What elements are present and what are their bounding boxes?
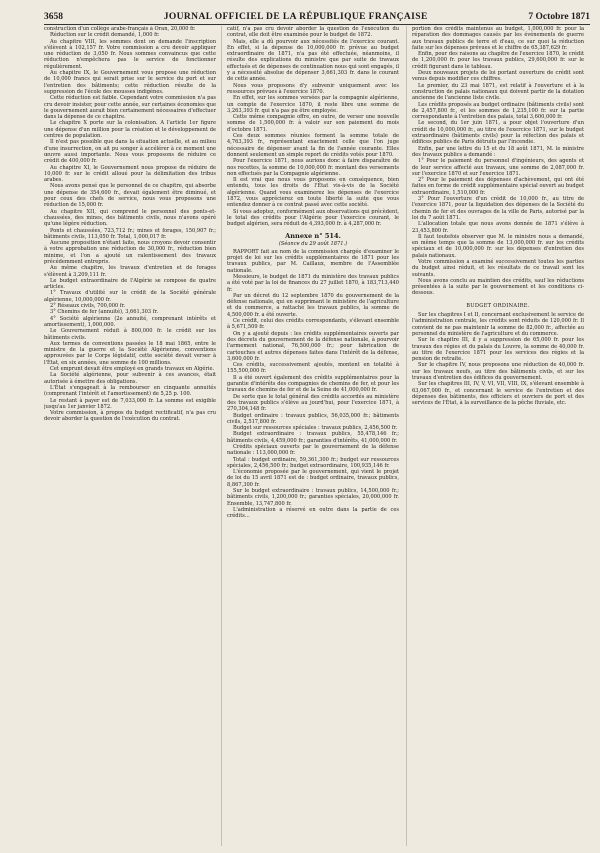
- annex-title: Annexe n° 514.: [285, 231, 341, 240]
- column-divider: [221, 26, 222, 846]
- list-item: 2° Pour le paiement des dépenses d'achèvement, qui ont été faites en forme de crédit supplémentaire spécial ouvert au budget extraordinaire, 1,510,000 fr.: [412, 177, 584, 196]
- paragraph: Deux nouveaux projets de loi portant ouverture de crédit sont venus depuis modifier ces chiffres.: [412, 70, 584, 83]
- paragraph: construction d'un collège arabe-français à Oran, 20,000 fr.: [44, 26, 196, 32]
- paragraph: Il faut toutefois observer que M. le ministre nous a demandé, en même temps que la somme de 13,000,000 fr. sur les crédits spéciaux et de 10,000,000 fr. sur les dépenses d'entretien des palais nationaux.: [412, 233, 584, 259]
- paragraph: Le budget extraordinaire de l'Algérie se compose de quatre articles.: [44, 277, 216, 291]
- paragraph: Budget sur ressources spéciales : travaux publics, 2,456,500 fr.: [233, 425, 398, 432]
- paragraph: Sur le budget extraordinaire : travaux publics, 14,500,000 fr.; bâtiments civils, 1,200,000 fr.; garanties spéciales, 20,000,000 fr. Ensemble, 13,747,800 fr.: [227, 488, 399, 507]
- paragraph: Au chapitre IX, le Gouvernement vous propose une réduction de 10,000 francs qui serait prise sur le service du port et sur l'entretien des bâtiments; cette réduction résulte de la suppression de l'école des mousses indigènes.: [44, 70, 216, 95]
- paragraph: Votre commission, à propos du budget rectificatif, n'a pas cru devoir aborder la question de l'exécution du contrat.: [44, 410, 216, 423]
- paragraph: Sur le chapitre III, il y a suppression de 65,000 fr. pour les travaux des régies et du palais du Louvre, la somme de 40,000 fr. au titre de l'exercice 1871 pour les services des régies et la pension de retraite.: [412, 337, 584, 363]
- paragraph: Sur le chapitre IV, nous proposons une réduction de 40,000 fr. sur les travaux neufs, au titre des bâtiments civils, et sur les travaux d'entretien des édifices du gouvernement.: [412, 362, 584, 382]
- page-number: 3658: [44, 12, 63, 22]
- list-item: 1° Pour le paiement du personnel d'ingénieurs, des agents et de leur service affecté aux travaux, une somme de 2,087,000 fr. sur l'exercice 1870 et sur l'exercice 1871.: [412, 158, 584, 177]
- paragraph: En effet, sur les sommes versées par la compagnie algérienne, un compte de l'exercice 1870, il reste libre une somme de 3,263,393 fr. qui n'a pas pu être employée.: [227, 95, 399, 114]
- paragraph: catif, n'a pas cru devoir aborder la question de l'exécution du contrat, elle doit être examinée pour le budget de 1872.: [227, 26, 399, 39]
- column-left: [44, 26, 216, 846]
- paragraph: Pour l'exercice 1871, nous aurions donc à faire disparaître de nos recettes, la somme de 10,000,000 fr. montant des versements non effectués par la Compagnie algérienne.: [227, 158, 399, 177]
- list-item: 1° Travaux d'utilité sur le crédit de la Société générale algérienne, 10,000,000 fr.: [44, 290, 216, 303]
- paragraph: Messieurs, le budget de 1871 du ministère des travaux publics a été voté par la loi de finances du 27 juillet 1870, à 183,713,440 fr.: [227, 273, 399, 293]
- paragraph: Total : budget ordinaire, 59,361,300 fr.; budget sur ressources spéciales, 2,456,500 fr.; budget extraordinaire, 100,935,146 fr.: [227, 456, 399, 469]
- paragraph: Cet emprunt devait être employé en grands travaux en Algérie.: [50, 366, 215, 373]
- page-header: [44, 6, 590, 25]
- paragraph: De sorte que le total général des crédits accordés au ministère des travaux publics s'élève au jourd'hui, pour l'exercice 1871, à 270,304,148 fr.: [227, 393, 399, 413]
- paragraph: Nous avons conclu au maintien des crédits, sauf les réductions présentées à la suite par le gouvernement et les conditions ci-dessous.: [412, 277, 584, 297]
- paragraph: Nous vous proposons d'y subvenir uniquement avec les ressources prévues à l'exercice 1870.: [227, 82, 399, 95]
- paragraph: Réduction sur le crédit demandé, 1,000 fr.: [50, 32, 160, 39]
- paragraph: Aucune proposition n'étant faite, nous croyons devoir consentir à votre approbation une réduction de 30,000 fr., réduction bien minime, et l'on a ajouté un ralentissement des travaux précédemment entrepris.: [44, 240, 216, 265]
- paragraph: Au chapitre VIII, les sommes dont on demande l'inscription s'élèvent à 102,157 fr. Votre commission a cru devoir appliquer une réduction de 3,050 fr. Nous sommes convaincus que cette réduction n'empêchera pas le service de fonctionner régulièrement.: [44, 38, 216, 70]
- paragraph: Sur les chapitres III, IV, V, VI, VII, VIII, IX, s'élevant ensemble à 63,067,000 fr., et concernant le service de l'entretien et des dépenses des bâtiments, des officiers et ouvriers de port et des services de l'État, à la surveillance de la pêche fluviale, etc.: [412, 381, 584, 407]
- paragraph: Le premier, du 23 mai 1871, est relatif à l'ouverture et à la construction de palais nationaux qui doivent partir de la dotation ancienne de l'ancienne liste civile.: [412, 82, 584, 102]
- list-item: 3° Chemins de fer (annuité), 3,661,303 fr.: [50, 309, 159, 316]
- paragraph: Enfin, pour des raisons au chapitre de l'exercice 1870, le crédit de 1,200,000 fr. pour les travaux publics, 29,600,000 fr. sur le crédit figurant dans le tableau.: [412, 51, 584, 70]
- paragraph: L'État s'engageait à la rembourser en cinquante annuités (comprenant l'intérêt et l'amortissement) de 5,25 p. 100.: [44, 384, 216, 398]
- paragraph: Budget extraordinaire : travaux publics, 55,478,146 fr.; bâtiments civils, 4,459,000 fr.; garanties d'intérêts, 41,000,000 fr.: [227, 431, 399, 444]
- paragraph: portion des crédits maintenus au budget, 1,000,000 fr. pour la réparation des dommages causés par les événements de guerre aux travaux publics de terre et d'eau, ce sur quoi la réduction faite sur les dépenses prévues et le chiffre de 65,387,629 fr.: [412, 26, 584, 51]
- list-item: 3° Pour l'ouverture d'un crédit de 10,000 fr., au titre de l'exercice 1871, pour la liquidation des dépenses de la Société du chemin de fer et des ouvrages de la ville de Paris, autorisé par la loi du 7 août 1871.: [412, 196, 584, 221]
- paragraph: Sur les chapitres I et II, concernant exclusivement le service de l'administration centrale, les crédits sont réduits de 120,000 fr. Il convient de ne pas maintenir la somme de 82,000 fr., affectée au personnel du ministère de l'agriculture et du commerce.: [412, 312, 584, 337]
- issue-date: 7 Octobre 1871: [528, 12, 590, 22]
- paragraph: Crédits spéciaux ouverts par le gouvernement de la défense nationale : 113,000,000 fr.: [227, 444, 399, 457]
- paragraph: Au même chapitre, les travaux d'entretien et de forages s'élèvent à 3,209,111 fr.: [44, 265, 216, 278]
- paragraph: On y a ajouté depuis : les crédits supplémentaires ouverts par des décrets du gouvernement de la défense nationale, à pourvoir l'armement national, 76,500,000 fr.; pour fabrication de cartouches et autres dépenses faites dans l'intérêt de la défense, 3,600,000 fr.: [227, 330, 399, 362]
- column-right: [412, 26, 584, 846]
- paragraph: Budget ordinaire : travaux publics, 56,035,000 fr.; bâtiments civils, 2,517,800 fr.: [227, 412, 399, 425]
- paragraph: Cette même compagnie offre, en outre, de verser une nouvelle somme de 1,500,000 fr. à valoir sur son paiement du mois d'octobre 1871.: [227, 114, 399, 133]
- column-middle: [227, 26, 399, 846]
- paragraph: Si vous adoptez, conformément aux observations qui précèdent, le total des crédits pour l'Algérie pour l'exercice courant, le budget algérien, sera réduit de 4,393,000 fr. à 4,287,000 fr.: [227, 208, 399, 228]
- paragraph: Il est vrai que nous vous proposons en conséquence, bien entendu, tous les droits de l'État vis-à-vis de la Société algérienne. Quand vous examinerez les dépenses de l'exercice 1872, vous apprécierez en toute liberté la suite que vous entendez donner à ce contrat passé avec cette société.: [227, 177, 399, 209]
- annex-session: (Séance du 29 août 1871.): [278, 240, 348, 247]
- paragraph: Ces crédits, successivement ajoutés, montent en totalité à 155,500,000 fr.: [227, 362, 399, 375]
- paragraph: Ces deux sommes réunies forment la somme totale de 4,763,393 fr., représentant exactement celle que l'on juge nécessaire de dépenser avant la fin de l'année courante. Elles donnent seulement un simple report de crédits votés pour 1870.: [227, 133, 399, 158]
- paragraph: Au chapitre XII, qui comprend le personnel des ponts-et-chaussées, des mines, des bâtiments civils, nous n'avons opéré qu'une légère réduction.: [44, 208, 216, 228]
- paragraph: RAPPORT fait au nom de la commission chargée d'examiner le projet de loi sur les crédits supplémentaires de 1871 pour les travaux publics, par M. Caillaux, membre de l'Assemblée nationale.: [227, 248, 399, 274]
- list-item: 4° Société algérienne (2e annuité, comprenant intérêts et amortissement), 1,000,000.: [44, 315, 216, 328]
- paragraph: Aux termes de conventions passées le 18 mai 1865, entre le ministre de la guerre et la Société Algérienne, conventions approuvées par le Corps législatif, cette société devait verser à l'État, en six années, une somme de 100 millions.: [44, 340, 216, 366]
- paragraph: Le second, du 1er juin 1871, a pour objet l'ouverture d'un crédit de 10,000,000 fr., au titre de l'exercice 1871, sur le budget extraordinaire (bâtiments civils) pour la réfection des palais et édifices publics de Paris détruits par l'incendie.: [412, 120, 584, 146]
- paragraph: Il n'est pas possible que dans la situation actuelle, et au milieu d'une insurrection, on ait pu songer à accélérer à ce moment une œuvre aussi importante. Nous vous proposons de réduire ce crédit de 400,000 fr.: [44, 139, 216, 165]
- paragraph: Le Gouvernement réduit à 800,000 fr. le crédit sur les bâtiments civils.: [44, 328, 216, 341]
- paragraph: Ponts et chaussées, 723,712 fr.; mines et forages, 150,907 fr.; bâtiments civils, 113,050 fr. Total, 1,000,017 fr.: [44, 227, 216, 240]
- column-divider: [406, 26, 407, 846]
- newspaper-title: JOURNAL OFFICIEL DE LA RÉPUBLIQUE FRANÇAISE: [163, 12, 428, 22]
- paragraph: Au chapitre XI, le Gouvernement nous propose de réduire de 10,000 fr. sur le crédit alloué pour la délimitation des tribus arabes.: [44, 164, 216, 184]
- paragraph: Le restant à payer est de 7,033,000 fr. La somme est exigible jusqu'au 1er janvier 1872.: [44, 397, 216, 410]
- paragraph: La Société algérienne, pour subvenir à ces avances, était autorisée à émettre des obligations.: [44, 372, 216, 385]
- paragraph: Votre commission a examiné successivement toutes les parties du budget ainsi réduit, et les résultats de ce travail sont les suivants.: [412, 258, 584, 278]
- paragraph: Cette réduction est faible. Cependant votre commission n'a pas cru devoir insister, pour cette année, sur certaines économies que le gouvernement aurait bien certainement nécessaires d'effectuer dans la dépense de ce chapitre.: [44, 95, 216, 121]
- paragraph: L'allocation totale que nous avons donnée de 1871 s'élève à 23,453,800 fr.: [412, 221, 584, 234]
- paragraph: L'économie proposée par le gouvernement, qui vient le projet de loi du 15 avril 1871 est de : budget ordinaire, travaux publics, 8,867,300 fr.: [227, 469, 399, 488]
- section-heading: BUDGET ORDINAIRE.: [466, 302, 530, 309]
- paragraph: Nous avons pensé que le personnel de ce chapitre, qui absorbe une dépense de 354,600 fr., devait également être diminué, et pour ceux des chefs de service, nous vous proposons une réduction de 15,000 fr.: [44, 183, 216, 209]
- paragraph: Ce crédit, celui des crédits correspondants, s'élevant ensemble à 5,671,509 fr.: [227, 318, 399, 331]
- paragraph: Par un décret du 12 septembre 1870 du gouvernement de la défense nationale, qui en supprimant le ministère de l'agriculture et du commerce, a rattaché les travaux publics, la somme de 4,500,000 fr. a été ouverte.: [227, 292, 399, 318]
- paragraph: Il a été ouvert également des crédits supplémentaires pour la garantie d'intérêts des compagnies de chemins de fer, et pour les travaux de chemins de fer et de la Seine de 41,000,000 fr.: [227, 374, 399, 394]
- paragraph: Le chapitre X porte sur la colonisation. A l'article 1er figure une dépense d'un million pour la création et le développement de centres de population.: [44, 120, 216, 140]
- list-item: 2° Réseaux civils, 700,000 fr.: [50, 303, 126, 310]
- paragraph: Les crédits proposés au budget ordinaire (bâtiments civils) sont de 2,457,800 fr., et les sommes de 1,235,100 fr. sur la partie correspondante à l'entretien des palais, total 3,600,000 fr.: [412, 101, 584, 121]
- paragraph: Mais, elle a dû pourvoir aux nécessités de l'exercice courant. En effet, si la dépense de 10,000,000 fr. prévue au budget extraordinaire de 1871, n'a pas été effectuée, néanmoins, il résulte des explications du ministre que par suite de travaux effectués et de dépenses de continuation nous qui sont engagés, il y a nécessité absolue de dépenser 3,661,303 fr. dans le courant de cette année.: [227, 38, 399, 83]
- paragraph: Enfin, par une lettre du 15 et du 18 août 1871, M. le ministre des travaux publics a demandé :: [412, 145, 584, 158]
- paragraph: L'administration a réservé en outre dans la partie de ces crédits...: [227, 506, 399, 520]
